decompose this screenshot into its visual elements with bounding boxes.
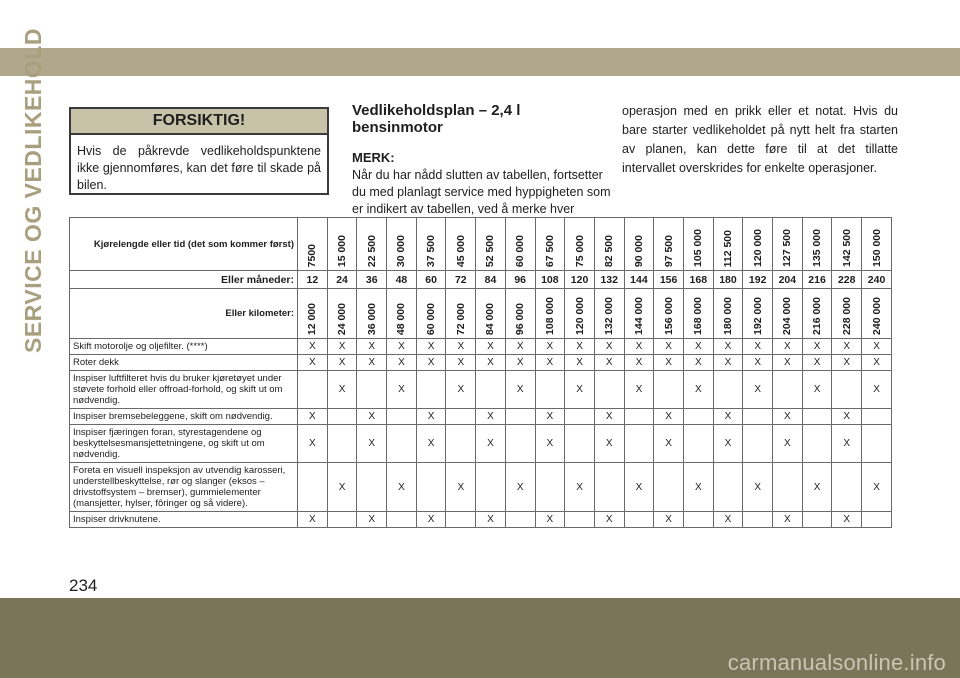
miles-cell	[505, 218, 535, 271]
months-cell: 60	[416, 271, 446, 289]
watermark: carmanualsonline.info	[727, 650, 946, 675]
schedule-mark	[565, 409, 595, 425]
schedule-mark: X	[416, 512, 446, 528]
miles-value: 112 500	[721, 229, 734, 267]
months-cell: 132	[594, 271, 624, 289]
schedule-mark	[773, 371, 803, 409]
schedule-mark: X	[416, 425, 446, 463]
km-value: 120 000	[573, 297, 586, 335]
km-cell	[298, 289, 328, 339]
schedule-mark	[416, 463, 446, 512]
months-cell: 96	[505, 271, 535, 289]
schedule-mark	[535, 463, 565, 512]
schedule-mark: X	[773, 355, 803, 371]
caution-box	[69, 107, 329, 195]
schedule-mark: X	[683, 355, 713, 371]
schedule-mark: X	[416, 409, 446, 425]
schedule-mark: X	[327, 371, 357, 409]
schedule-mark: X	[832, 409, 862, 425]
miles-cell	[624, 218, 654, 271]
schedule-mark	[594, 463, 624, 512]
km-value: 36 000	[365, 302, 378, 335]
km-value: 168 000	[692, 297, 705, 335]
km-value: 72 000	[454, 302, 467, 335]
schedule-mark	[565, 512, 595, 528]
schedule-mark: X	[357, 409, 387, 425]
note-label: MERK:	[352, 150, 395, 165]
months-cell: 240	[862, 271, 892, 289]
maintenance-table	[69, 217, 892, 528]
km-value: 228 000	[840, 297, 853, 335]
schedule-mark: X	[654, 409, 684, 425]
schedule-mark: X	[594, 409, 624, 425]
km-cell	[387, 289, 417, 339]
schedule-mark	[713, 463, 743, 512]
km-cell	[773, 289, 803, 339]
months-row	[70, 271, 892, 289]
km-cell	[476, 289, 506, 339]
schedule-mark	[505, 512, 535, 528]
note-text-1: Når du har nådd slutten av tabellen, fortsetter du med planlagt service med hyppigheten som er indikert av tabellen, ved å merke hver	[352, 168, 611, 216]
schedule-mark: X	[416, 339, 446, 355]
schedule-mark: X	[802, 355, 832, 371]
table-row	[70, 371, 892, 409]
schedule-mark	[535, 371, 565, 409]
schedule-mark: X	[565, 355, 595, 371]
schedule-mark: X	[802, 371, 832, 409]
km-cell	[743, 289, 773, 339]
top-band	[0, 48, 960, 76]
schedule-mark: X	[298, 339, 328, 355]
schedule-mark: X	[743, 339, 773, 355]
table-row	[70, 355, 892, 371]
schedule-mark: X	[535, 512, 565, 528]
miles-cell	[446, 218, 476, 271]
schedule-mark: X	[862, 463, 892, 512]
schedule-mark: X	[357, 355, 387, 371]
schedule-mark: X	[327, 355, 357, 371]
schedule-mark: X	[387, 463, 417, 512]
miles-value: 120 000	[751, 229, 764, 267]
schedule-mark	[387, 409, 417, 425]
miles-cell	[298, 218, 328, 271]
schedule-mark	[832, 371, 862, 409]
schedule-mark: X	[565, 339, 595, 355]
schedule-mark: X	[565, 371, 595, 409]
miles-cell	[476, 218, 506, 271]
schedule-mark: X	[387, 339, 417, 355]
schedule-mark: X	[624, 463, 654, 512]
schedule-mark: X	[298, 425, 328, 463]
schedule-mark: X	[594, 425, 624, 463]
miles-cell	[594, 218, 624, 271]
schedule-mark: X	[713, 355, 743, 371]
km-value: 180 000	[721, 297, 734, 335]
schedule-mark	[802, 512, 832, 528]
schedule-mark: X	[594, 512, 624, 528]
schedule-mark: X	[298, 512, 328, 528]
schedule-mark: X	[505, 371, 535, 409]
schedule-mark: X	[476, 355, 506, 371]
task-description: Foreta en visuell inspeksjon av utvendig karosseri, understellbeskyttelse, rør og slanger (eksos – drivstoffsystem – bremser), gummielementer (mansjetter, hylser, fôringer og så videre).	[70, 463, 298, 512]
miles-value: 60 000	[514, 234, 527, 267]
miles-value: 22 500	[365, 234, 378, 267]
table-row	[70, 425, 892, 463]
schedule-mark	[505, 425, 535, 463]
months-cell: 216	[802, 271, 832, 289]
task-description: Inspiser bremsebeleggene, skift om nødvendig.	[70, 409, 298, 425]
months-cell: 228	[832, 271, 862, 289]
schedule-mark: X	[357, 339, 387, 355]
schedule-mark	[387, 425, 417, 463]
schedule-mark	[446, 425, 476, 463]
schedule-mark: X	[446, 463, 476, 512]
km-cell	[505, 289, 535, 339]
schedule-mark	[327, 512, 357, 528]
miles-cell	[802, 218, 832, 271]
schedule-mark	[387, 512, 417, 528]
schedule-mark: X	[802, 463, 832, 512]
km-cell	[446, 289, 476, 339]
months-cell: 192	[743, 271, 773, 289]
km-cell	[713, 289, 743, 339]
schedule-mark	[683, 409, 713, 425]
km-value: 60 000	[425, 302, 438, 335]
months-cell: 12	[298, 271, 328, 289]
km-value: 156 000	[662, 297, 675, 335]
miles-cell	[327, 218, 357, 271]
schedule-mark	[624, 425, 654, 463]
km-value: 144 000	[632, 297, 645, 335]
schedule-mark	[565, 425, 595, 463]
schedule-mark: X	[476, 409, 506, 425]
miles-cell	[773, 218, 803, 271]
task-description: Roter dekk	[70, 355, 298, 371]
schedule-mark	[476, 371, 506, 409]
schedule-mark	[862, 409, 892, 425]
schedule-mark	[802, 425, 832, 463]
schedule-mark: X	[387, 371, 417, 409]
schedule-mark	[357, 463, 387, 512]
schedule-mark: X	[832, 512, 862, 528]
schedule-mark: X	[387, 355, 417, 371]
schedule-mark: X	[416, 355, 446, 371]
schedule-mark: X	[446, 339, 476, 355]
months-row-label: Eller måneder:	[70, 271, 298, 289]
schedule-mark: X	[624, 355, 654, 371]
miles-value: 90 000	[632, 234, 645, 267]
schedule-mark: X	[862, 339, 892, 355]
schedule-mark	[654, 371, 684, 409]
km-cell	[535, 289, 565, 339]
km-value: 84 000	[484, 302, 497, 335]
task-description: Inspiser drivknutene.	[70, 512, 298, 528]
schedule-mark	[298, 463, 328, 512]
table-row	[70, 512, 892, 528]
km-cell	[862, 289, 892, 339]
table-row	[70, 409, 892, 425]
miles-cell	[654, 218, 684, 271]
schedule-mark: X	[298, 355, 328, 371]
km-cell	[565, 289, 595, 339]
schedule-mark: X	[535, 409, 565, 425]
miles-value: 142 500	[840, 229, 853, 267]
schedule-mark: X	[357, 512, 387, 528]
km-value: 132 000	[603, 297, 616, 335]
miles-value: 52 500	[484, 234, 497, 267]
schedule-mark: X	[505, 355, 535, 371]
schedule-mark: X	[862, 371, 892, 409]
schedule-mark	[802, 409, 832, 425]
schedule-mark: X	[713, 425, 743, 463]
km-value: 216 000	[811, 297, 824, 335]
schedule-mark: X	[832, 355, 862, 371]
task-description: Skift motorolje og oljefilter. (****)	[70, 339, 298, 355]
schedule-mark: X	[476, 339, 506, 355]
schedule-mark: X	[713, 409, 743, 425]
miles-cell	[565, 218, 595, 271]
km-cell	[416, 289, 446, 339]
miles-value: 127 500	[781, 229, 794, 267]
schedule-mark: X	[683, 463, 713, 512]
schedule-mark: X	[327, 339, 357, 355]
schedule-mark: X	[654, 512, 684, 528]
schedule-mark	[416, 371, 446, 409]
schedule-mark: X	[654, 355, 684, 371]
schedule-mark: X	[505, 339, 535, 355]
miles-cell	[387, 218, 417, 271]
table-row	[70, 339, 892, 355]
schedule-mark	[505, 409, 535, 425]
miles-value: 82 500	[603, 234, 616, 267]
km-cell	[594, 289, 624, 339]
miles-cell	[862, 218, 892, 271]
schedule-mark: X	[862, 355, 892, 371]
schedule-mark: X	[773, 339, 803, 355]
miles-value: 150 000	[870, 229, 883, 267]
miles-cell	[683, 218, 713, 271]
section-title: Vedlikeholdsplan – 2,4 l bensinmotor	[352, 102, 521, 136]
miles-value: 15 000	[336, 234, 349, 267]
km-row-label: Eller kilometer:	[70, 289, 298, 339]
km-cell	[327, 289, 357, 339]
months-cell: 204	[773, 271, 803, 289]
km-row	[70, 289, 892, 339]
months-cell: 168	[683, 271, 713, 289]
schedule-mark: X	[773, 425, 803, 463]
schedule-mark: X	[683, 371, 713, 409]
miles-cell	[713, 218, 743, 271]
km-cell	[683, 289, 713, 339]
schedule-mark	[773, 463, 803, 512]
miles-value: 45 000	[454, 234, 467, 267]
schedule-mark: X	[654, 339, 684, 355]
km-cell	[802, 289, 832, 339]
miles-value: 75 000	[573, 234, 586, 267]
schedule-mark	[743, 512, 773, 528]
side-section-label	[16, 28, 50, 365]
schedule-mark: X	[773, 512, 803, 528]
section-intro	[352, 102, 614, 218]
schedule-mark	[743, 409, 773, 425]
schedule-mark: X	[654, 425, 684, 463]
schedule-mark	[743, 425, 773, 463]
caution-text: Hvis de påkrevde vedlikeholdspunktene ikke gjennomføres, kan det føre til skade på bilen.	[77, 144, 321, 192]
months-cell: 120	[565, 271, 595, 289]
months-cell: 156	[654, 271, 684, 289]
schedule-mark	[683, 425, 713, 463]
note-text-2: operasjon med en prikk eller et notat. Hvis du bare starter vedlikeholdet på nytt helt fra starten av planen, kan dette føre til at det tillatte intervallet overskrides for enkelte operasjoner.	[622, 104, 898, 175]
schedule-mark: X	[624, 371, 654, 409]
schedule-mark: X	[327, 463, 357, 512]
schedule-mark	[327, 409, 357, 425]
months-cell: 72	[446, 271, 476, 289]
schedule-mark: X	[743, 355, 773, 371]
km-value: 240 000	[870, 297, 883, 335]
km-value: 96 000	[514, 302, 527, 335]
schedule-mark: X	[298, 409, 328, 425]
schedule-mark	[298, 371, 328, 409]
schedule-mark: X	[743, 371, 773, 409]
miles-cell	[832, 218, 862, 271]
schedule-mark: X	[505, 463, 535, 512]
schedule-mark	[594, 371, 624, 409]
km-cell	[624, 289, 654, 339]
schedule-mark	[713, 371, 743, 409]
miles-value: 135 000	[811, 229, 824, 267]
schedule-mark	[357, 371, 387, 409]
schedule-mark: X	[535, 355, 565, 371]
km-value: 108 000	[543, 297, 556, 335]
months-cell: 48	[387, 271, 417, 289]
schedule-mark	[446, 512, 476, 528]
km-value: 204 000	[781, 297, 794, 335]
schedule-mark: X	[565, 463, 595, 512]
schedule-mark	[624, 409, 654, 425]
miles-value: 30 000	[395, 234, 408, 267]
table-row	[70, 463, 892, 512]
schedule-mark	[624, 512, 654, 528]
schedule-mark: X	[802, 339, 832, 355]
schedule-mark: X	[743, 463, 773, 512]
months-cell: 180	[713, 271, 743, 289]
km-cell	[357, 289, 387, 339]
page-number: 234	[69, 576, 98, 595]
km-value: 48 000	[395, 302, 408, 335]
schedule-mark: X	[624, 339, 654, 355]
schedule-mark: X	[832, 425, 862, 463]
caution-title: FORSIKTIG!	[71, 109, 327, 135]
km-value: 24 000	[336, 302, 349, 335]
schedule-mark: X	[594, 355, 624, 371]
schedule-mark	[832, 463, 862, 512]
schedule-mark	[654, 463, 684, 512]
miles-value: 37 500	[425, 234, 438, 267]
schedule-mark: X	[476, 512, 506, 528]
schedule-mark: X	[683, 339, 713, 355]
schedule-mark: X	[832, 339, 862, 355]
miles-value: 105 000	[692, 229, 705, 267]
task-description: Inspiser fjæringen foran, styrestagendene og beskyttelsesmansjettetningene, og skift ut om nødvendig.	[70, 425, 298, 463]
miles-cell	[416, 218, 446, 271]
schedule-mark	[862, 512, 892, 528]
miles-cell	[535, 218, 565, 271]
schedule-mark: X	[535, 425, 565, 463]
miles-value: 7500	[306, 243, 319, 267]
schedule-mark: X	[446, 371, 476, 409]
top-bar	[0, 0, 960, 76]
schedule-mark: X	[535, 339, 565, 355]
months-cell: 24	[327, 271, 357, 289]
side-label-text: SERVICE OG VEDLIKEHOLD	[20, 28, 46, 353]
km-value: 12 000	[306, 302, 319, 335]
months-cell: 84	[476, 271, 506, 289]
months-cell: 36	[357, 271, 387, 289]
schedule-mark	[327, 425, 357, 463]
miles-cell	[743, 218, 773, 271]
miles-row	[70, 218, 892, 271]
miles-value: 67 500	[543, 234, 556, 267]
km-cell	[832, 289, 862, 339]
schedule-mark	[446, 409, 476, 425]
schedule-mark: X	[594, 339, 624, 355]
miles-row-label: Kjørelengde eller tid (det som kommer først)	[70, 218, 298, 271]
schedule-mark	[476, 463, 506, 512]
months-cell: 144	[624, 271, 654, 289]
schedule-mark: X	[476, 425, 506, 463]
km-cell	[654, 289, 684, 339]
miles-value: 97 500	[662, 234, 675, 267]
schedule-mark: X	[713, 339, 743, 355]
schedule-mark: X	[773, 409, 803, 425]
schedule-mark: X	[357, 425, 387, 463]
schedule-mark	[862, 425, 892, 463]
miles-cell	[357, 218, 387, 271]
months-cell: 108	[535, 271, 565, 289]
schedule-mark: X	[446, 355, 476, 371]
task-description: Inspiser luftfilteret hvis du bruker kjøretøyet under støvete forhold eller offroad-forhold, og skift ut om nødvendig.	[70, 371, 298, 409]
schedule-mark: X	[713, 512, 743, 528]
schedule-mark	[683, 512, 713, 528]
km-value: 192 000	[751, 297, 764, 335]
